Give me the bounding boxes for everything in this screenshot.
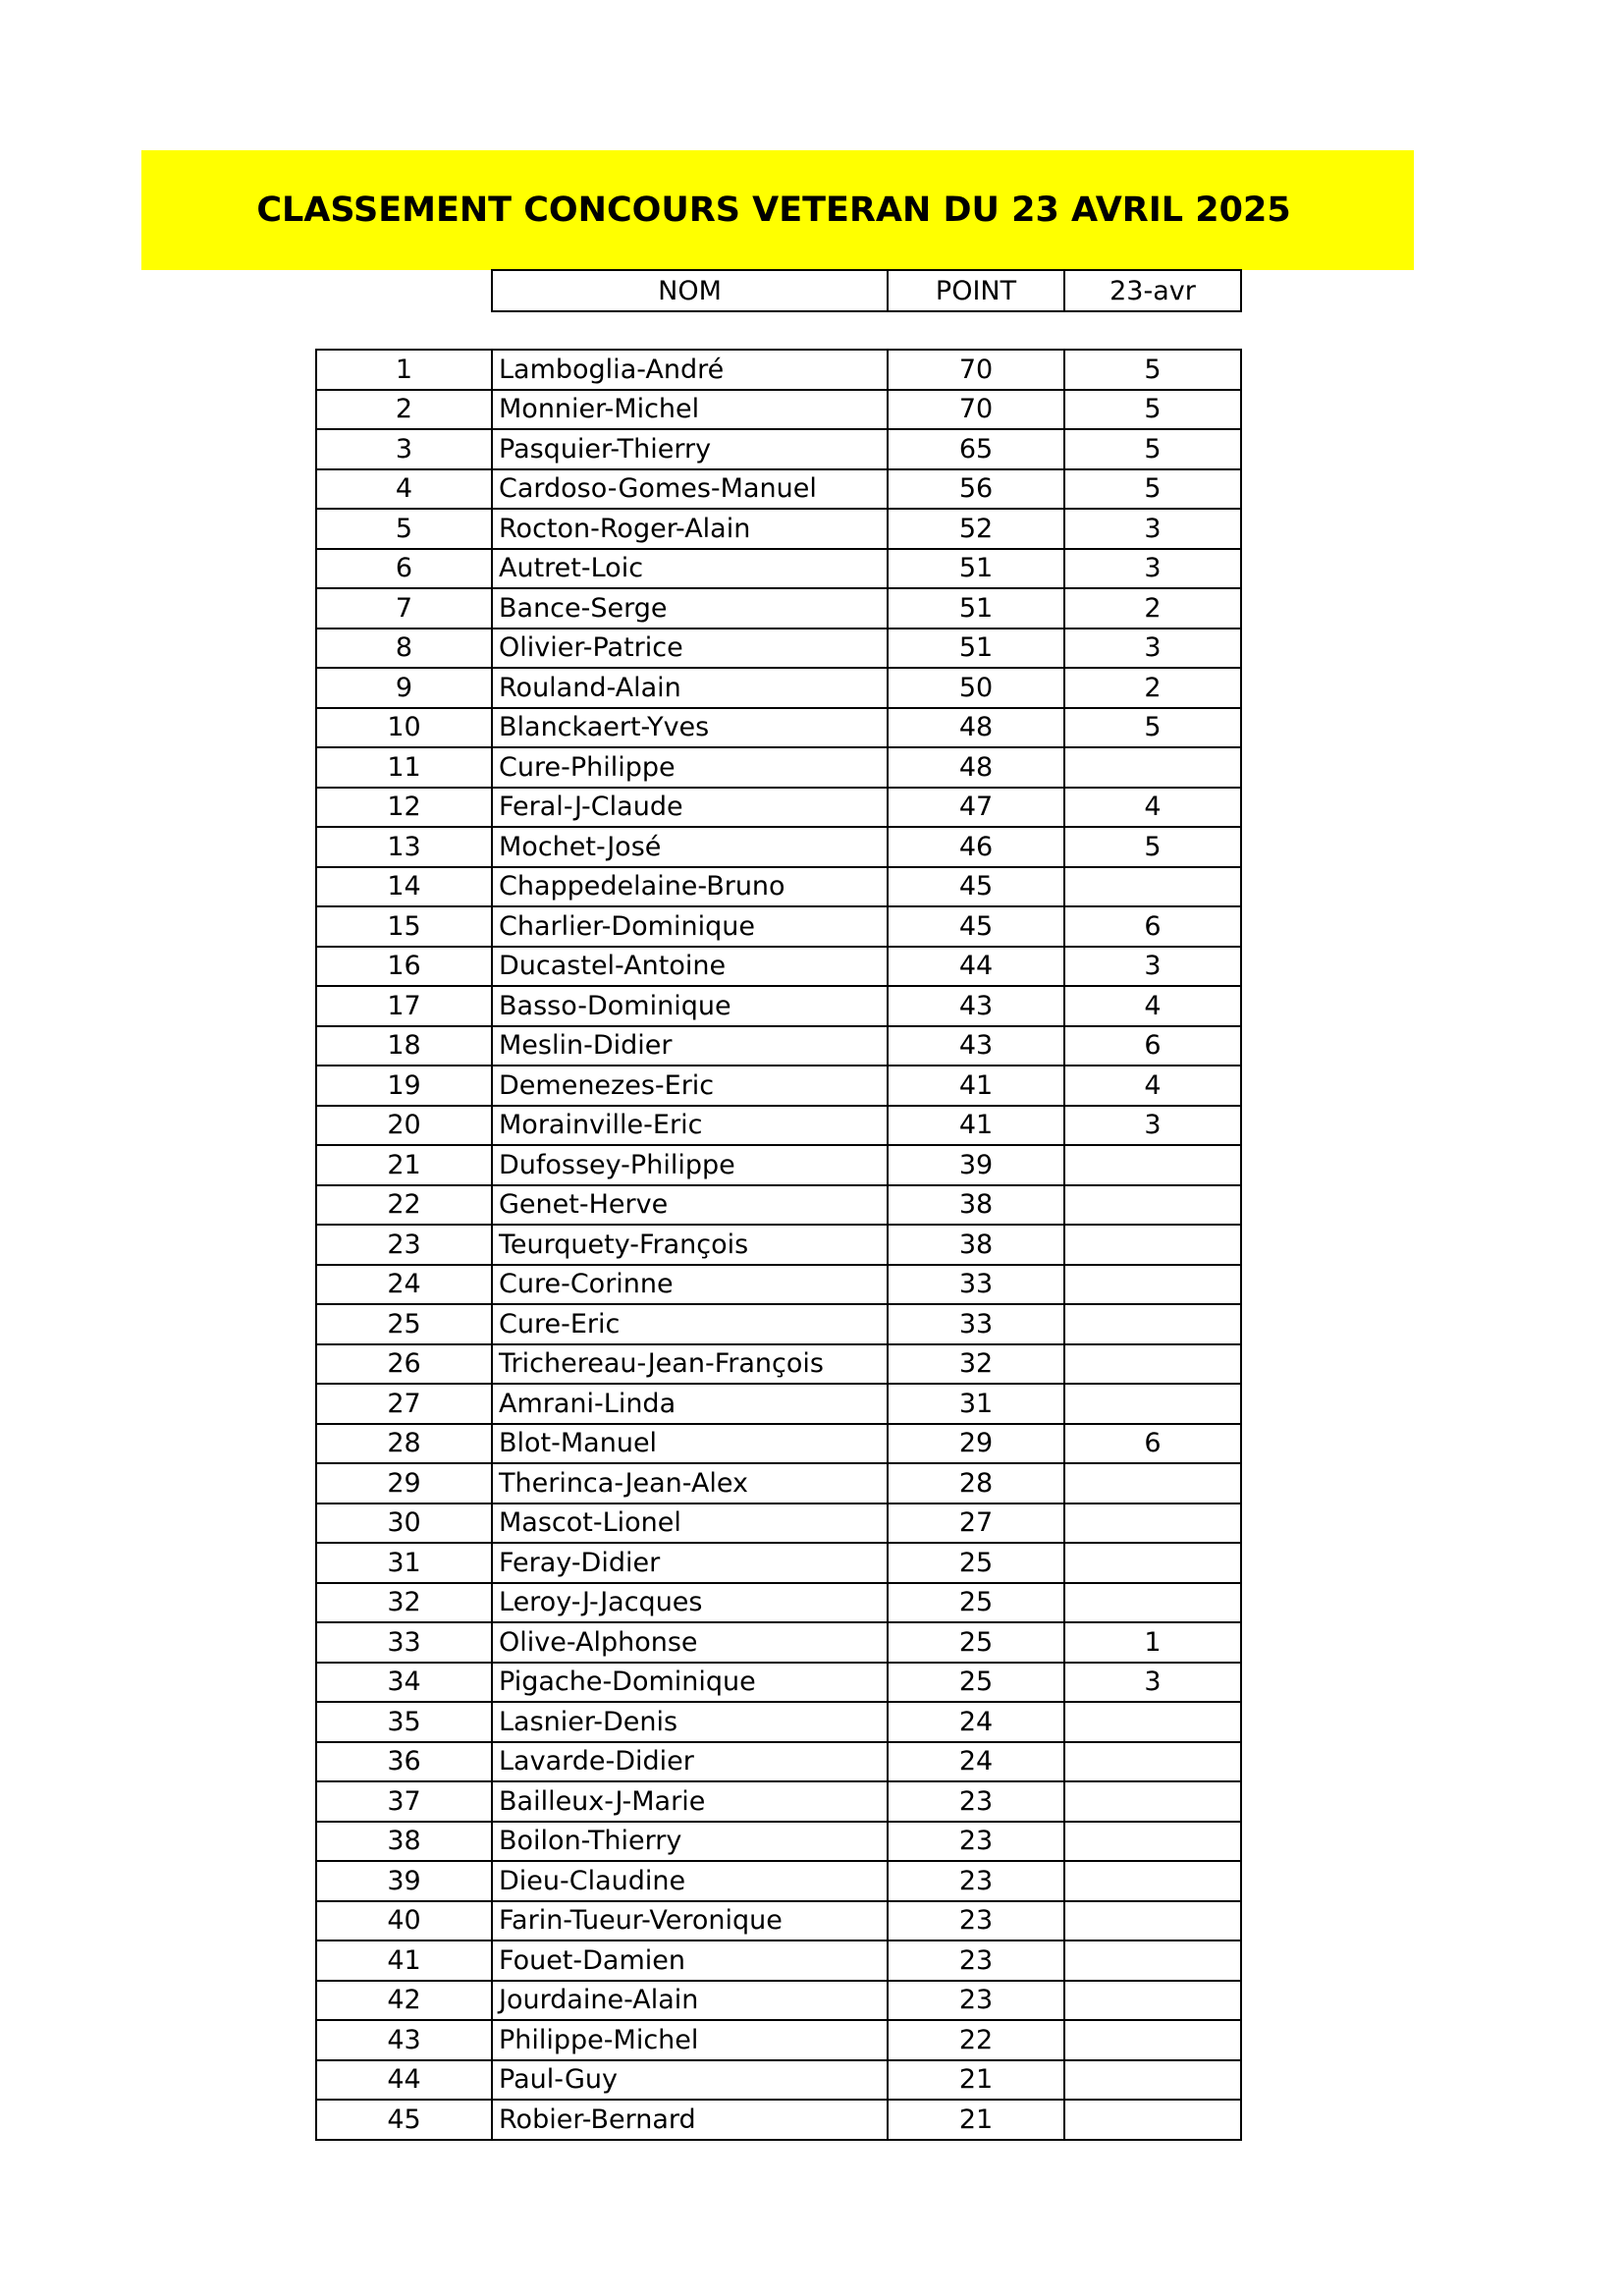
name-cell: Amrani-Linda <box>492 1384 888 1424</box>
name-cell: Pigache-Dominique <box>492 1663 888 1703</box>
day-cell <box>1064 1225 1241 1265</box>
points-cell: 21 <box>888 2060 1064 2101</box>
day-cell: 5 <box>1064 827 1241 867</box>
name-cell: Autret-Loic <box>492 549 888 589</box>
rank-cell: 41 <box>316 1941 492 1981</box>
points-cell: 22 <box>888 2020 1064 2060</box>
table-row <box>316 1463 1241 1503</box>
name-cell: Cardoso-Gomes-Manuel <box>492 469 888 510</box>
day-cell <box>1064 1145 1241 1185</box>
day-cell <box>1064 1583 1241 1623</box>
column-header-table <box>491 269 1242 312</box>
day-cell <box>1064 1781 1241 1822</box>
rank-cell: 5 <box>316 509 492 549</box>
day-cell <box>1064 1304 1241 1344</box>
points-cell: 23 <box>888 1901 1064 1941</box>
day-cell <box>1064 1265 1241 1305</box>
day-cell: 4 <box>1064 1066 1241 1106</box>
day-cell <box>1064 1384 1241 1424</box>
day-cell: 5 <box>1064 350 1241 390</box>
table-row <box>316 1981 1241 2021</box>
table-row <box>316 1185 1241 1226</box>
name-cell: Ducastel-Antoine <box>492 947 888 987</box>
rank-cell: 11 <box>316 747 492 788</box>
day-cell <box>1064 2060 1241 2101</box>
day-cell <box>1064 1543 1241 1583</box>
rank-cell: 20 <box>316 1106 492 1146</box>
name-cell: Meslin-Didier <box>492 1026 888 1066</box>
table-row <box>316 1265 1241 1305</box>
table-row <box>316 867 1241 907</box>
page-title: CLASSEMENT CONCOURS VETERAN DU 23 AVRIL 2025 <box>256 191 1291 230</box>
points-cell: 33 <box>888 1265 1064 1305</box>
title-banner <box>141 150 1414 270</box>
points-cell: 25 <box>888 1543 1064 1583</box>
rank-cell: 15 <box>316 906 492 947</box>
points-cell: 51 <box>888 629 1064 669</box>
table-row <box>316 668 1241 708</box>
table-row <box>316 1622 1241 1663</box>
rank-cell: 43 <box>316 2020 492 2060</box>
name-cell: Mascot-Lionel <box>492 1503 888 1544</box>
name-cell: Boilon-Thierry <box>492 1822 888 1862</box>
rank-cell: 13 <box>316 827 492 867</box>
name-cell: Pasquier-Thierry <box>492 429 888 469</box>
name-cell: Olivier-Patrice <box>492 629 888 669</box>
points-cell: 23 <box>888 1981 1064 2021</box>
table-row <box>316 549 1241 589</box>
points-cell: 43 <box>888 986 1064 1026</box>
name-cell: Robier-Bernard <box>492 2100 888 2140</box>
rank-cell: 35 <box>316 1702 492 1742</box>
rank-cell: 24 <box>316 1265 492 1305</box>
table-row <box>316 1861 1241 1901</box>
name-cell: Trichereau-Jean-François <box>492 1344 888 1385</box>
day-cell: 3 <box>1064 947 1241 987</box>
day-cell <box>1064 2100 1241 2140</box>
day-cell: 3 <box>1064 1106 1241 1146</box>
rank-cell: 18 <box>316 1026 492 1066</box>
table-row <box>316 509 1241 549</box>
points-cell: 51 <box>888 588 1064 629</box>
points-cell: 41 <box>888 1066 1064 1106</box>
table-row <box>316 788 1241 828</box>
points-cell: 23 <box>888 1941 1064 1981</box>
rank-cell: 33 <box>316 1622 492 1663</box>
rank-cell: 45 <box>316 2100 492 2140</box>
rank-cell: 17 <box>316 986 492 1026</box>
day-cell <box>1064 1742 1241 1782</box>
table-row <box>316 629 1241 669</box>
day-cell: 4 <box>1064 986 1241 1026</box>
name-cell: Mochet-José <box>492 827 888 867</box>
name-cell: Morainville-Eric <box>492 1106 888 1146</box>
rank-cell: 6 <box>316 549 492 589</box>
rank-cell: 22 <box>316 1185 492 1226</box>
day-cell <box>1064 1981 1241 2021</box>
day-cell: 5 <box>1064 708 1241 748</box>
points-cell: 38 <box>888 1185 1064 1226</box>
points-cell: 28 <box>888 1463 1064 1503</box>
table-row <box>316 827 1241 867</box>
name-cell: Blot-Manuel <box>492 1424 888 1464</box>
table-row <box>316 1066 1241 1106</box>
ranking-table <box>315 349 1242 2141</box>
table-row <box>316 1225 1241 1265</box>
day-cell: 5 <box>1064 469 1241 510</box>
points-cell: 21 <box>888 2100 1064 2140</box>
rank-cell: 30 <box>316 1503 492 1544</box>
points-cell: 43 <box>888 1026 1064 1066</box>
name-cell: Cure-Eric <box>492 1304 888 1344</box>
name-cell: Feral-J-Claude <box>492 788 888 828</box>
table-row <box>316 1384 1241 1424</box>
rank-cell: 26 <box>316 1344 492 1385</box>
header-name: NOM <box>492 270 888 311</box>
table-row <box>316 1941 1241 1981</box>
points-cell: 52 <box>888 509 1064 549</box>
table-row <box>316 1503 1241 1544</box>
table-row <box>316 1702 1241 1742</box>
header-day: 23-avr <box>1064 270 1241 311</box>
table-row <box>316 2100 1241 2140</box>
rank-cell: 40 <box>316 1901 492 1941</box>
points-cell: 46 <box>888 827 1064 867</box>
name-cell: Therinca-Jean-Alex <box>492 1463 888 1503</box>
name-cell: Fouet-Damien <box>492 1941 888 1981</box>
name-cell: Paul-Guy <box>492 2060 888 2101</box>
day-cell: 3 <box>1064 1663 1241 1703</box>
day-cell: 3 <box>1064 509 1241 549</box>
name-cell: Rouland-Alain <box>492 668 888 708</box>
day-cell: 2 <box>1064 668 1241 708</box>
rank-cell: 1 <box>316 350 492 390</box>
day-cell <box>1064 1901 1241 1941</box>
day-cell <box>1064 747 1241 788</box>
name-cell: Basso-Dominique <box>492 986 888 1026</box>
points-cell: 47 <box>888 788 1064 828</box>
points-cell: 32 <box>888 1344 1064 1385</box>
table-row <box>316 1304 1241 1344</box>
name-cell: Lavarde-Didier <box>492 1742 888 1782</box>
table-row <box>316 1742 1241 1782</box>
points-cell: 48 <box>888 708 1064 748</box>
day-cell <box>1064 1941 1241 1981</box>
day-cell <box>1064 1702 1241 1742</box>
points-cell: 39 <box>888 1145 1064 1185</box>
table-row <box>316 588 1241 629</box>
points-cell: 24 <box>888 1702 1064 1742</box>
name-cell: Leroy-J-Jacques <box>492 1583 888 1623</box>
day-cell: 5 <box>1064 429 1241 469</box>
rank-cell: 3 <box>316 429 492 469</box>
day-cell <box>1064 1185 1241 1226</box>
rank-cell: 37 <box>316 1781 492 1822</box>
name-cell: Chappedelaine-Bruno <box>492 867 888 907</box>
rank-cell: 28 <box>316 1424 492 1464</box>
day-cell: 5 <box>1064 390 1241 430</box>
rank-cell: 16 <box>316 947 492 987</box>
rank-cell: 23 <box>316 1225 492 1265</box>
table-row <box>316 1145 1241 1185</box>
rank-cell: 19 <box>316 1066 492 1106</box>
name-cell: Demenezes-Eric <box>492 1066 888 1106</box>
table-row <box>316 1026 1241 1066</box>
rank-cell: 34 <box>316 1663 492 1703</box>
name-cell: Lamboglia-André <box>492 350 888 390</box>
table-row <box>316 350 1241 390</box>
header-points: POINT <box>888 270 1064 311</box>
table-row <box>316 747 1241 788</box>
points-cell: 45 <box>888 906 1064 947</box>
rank-cell: 39 <box>316 1861 492 1901</box>
table-row <box>316 1344 1241 1385</box>
header-row <box>492 270 1241 311</box>
name-cell: Farin-Tueur-Veronique <box>492 1901 888 1941</box>
table-row <box>316 1424 1241 1464</box>
day-cell: 3 <box>1064 549 1241 589</box>
table-row <box>316 1663 1241 1703</box>
name-cell: Genet-Herve <box>492 1185 888 1226</box>
name-cell: Feray-Didier <box>492 1543 888 1583</box>
rank-cell: 7 <box>316 588 492 629</box>
name-cell: Teurquety-François <box>492 1225 888 1265</box>
day-cell <box>1064 1822 1241 1862</box>
name-cell: Philippe-Michel <box>492 2020 888 2060</box>
rank-cell: 27 <box>316 1384 492 1424</box>
table-row <box>316 947 1241 987</box>
table-row <box>316 708 1241 748</box>
name-cell: Jourdaine-Alain <box>492 1981 888 2021</box>
points-cell: 44 <box>888 947 1064 987</box>
points-cell: 29 <box>888 1424 1064 1464</box>
name-cell: Cure-Corinne <box>492 1265 888 1305</box>
points-cell: 23 <box>888 1861 1064 1901</box>
points-cell: 70 <box>888 390 1064 430</box>
name-cell: Blanckaert-Yves <box>492 708 888 748</box>
table-row <box>316 1901 1241 1941</box>
points-cell: 48 <box>888 747 1064 788</box>
rank-cell: 36 <box>316 1742 492 1782</box>
day-cell <box>1064 867 1241 907</box>
table-row <box>316 2020 1241 2060</box>
points-cell: 45 <box>888 867 1064 907</box>
points-cell: 51 <box>888 549 1064 589</box>
points-cell: 25 <box>888 1622 1064 1663</box>
table-row <box>316 986 1241 1026</box>
day-cell: 1 <box>1064 1622 1241 1663</box>
day-cell: 6 <box>1064 1026 1241 1066</box>
table-row <box>316 429 1241 469</box>
points-cell: 70 <box>888 350 1064 390</box>
rank-cell: 2 <box>316 390 492 430</box>
points-cell: 24 <box>888 1742 1064 1782</box>
day-cell: 3 <box>1064 629 1241 669</box>
day-cell: 2 <box>1064 588 1241 629</box>
table-row <box>316 390 1241 430</box>
rank-cell: 31 <box>316 1543 492 1583</box>
name-cell: Bailleux-J-Marie <box>492 1781 888 1822</box>
day-cell <box>1064 1463 1241 1503</box>
name-cell: Lasnier-Denis <box>492 1702 888 1742</box>
day-cell <box>1064 1344 1241 1385</box>
table-row <box>316 1583 1241 1623</box>
rank-cell: 44 <box>316 2060 492 2101</box>
rank-cell: 9 <box>316 668 492 708</box>
points-cell: 65 <box>888 429 1064 469</box>
ranking-body <box>316 350 1241 2140</box>
rank-cell: 32 <box>316 1583 492 1623</box>
day-cell: 6 <box>1064 1424 1241 1464</box>
rank-cell: 12 <box>316 788 492 828</box>
table-row <box>316 469 1241 510</box>
day-cell <box>1064 1861 1241 1901</box>
points-cell: 25 <box>888 1663 1064 1703</box>
day-cell: 6 <box>1064 906 1241 947</box>
name-cell: Monnier-Michel <box>492 390 888 430</box>
table-row <box>316 1822 1241 1862</box>
day-cell <box>1064 2020 1241 2060</box>
rank-cell: 38 <box>316 1822 492 1862</box>
points-cell: 31 <box>888 1384 1064 1424</box>
name-cell: Olive-Alphonse <box>492 1622 888 1663</box>
rank-cell: 10 <box>316 708 492 748</box>
rank-cell: 42 <box>316 1981 492 2021</box>
points-cell: 50 <box>888 668 1064 708</box>
table-row <box>316 1543 1241 1583</box>
table-row <box>316 2060 1241 2101</box>
table-row <box>316 1781 1241 1822</box>
points-cell: 23 <box>888 1781 1064 1822</box>
points-cell: 23 <box>888 1822 1064 1862</box>
name-cell: Bance-Serge <box>492 588 888 629</box>
rank-cell: 25 <box>316 1304 492 1344</box>
name-cell: Dufossey-Philippe <box>492 1145 888 1185</box>
rank-cell: 29 <box>316 1463 492 1503</box>
points-cell: 25 <box>888 1583 1064 1623</box>
day-cell <box>1064 1503 1241 1544</box>
rank-cell: 8 <box>316 629 492 669</box>
rank-cell: 14 <box>316 867 492 907</box>
points-cell: 38 <box>888 1225 1064 1265</box>
table-row <box>316 906 1241 947</box>
name-cell: Rocton-Roger-Alain <box>492 509 888 549</box>
rank-cell: 4 <box>316 469 492 510</box>
points-cell: 56 <box>888 469 1064 510</box>
day-cell: 4 <box>1064 788 1241 828</box>
name-cell: Dieu-Claudine <box>492 1861 888 1901</box>
points-cell: 41 <box>888 1106 1064 1146</box>
name-cell: Cure-Philippe <box>492 747 888 788</box>
name-cell: Charlier-Dominique <box>492 906 888 947</box>
points-cell: 33 <box>888 1304 1064 1344</box>
points-cell: 27 <box>888 1503 1064 1544</box>
rank-cell: 21 <box>316 1145 492 1185</box>
table-row <box>316 1106 1241 1146</box>
